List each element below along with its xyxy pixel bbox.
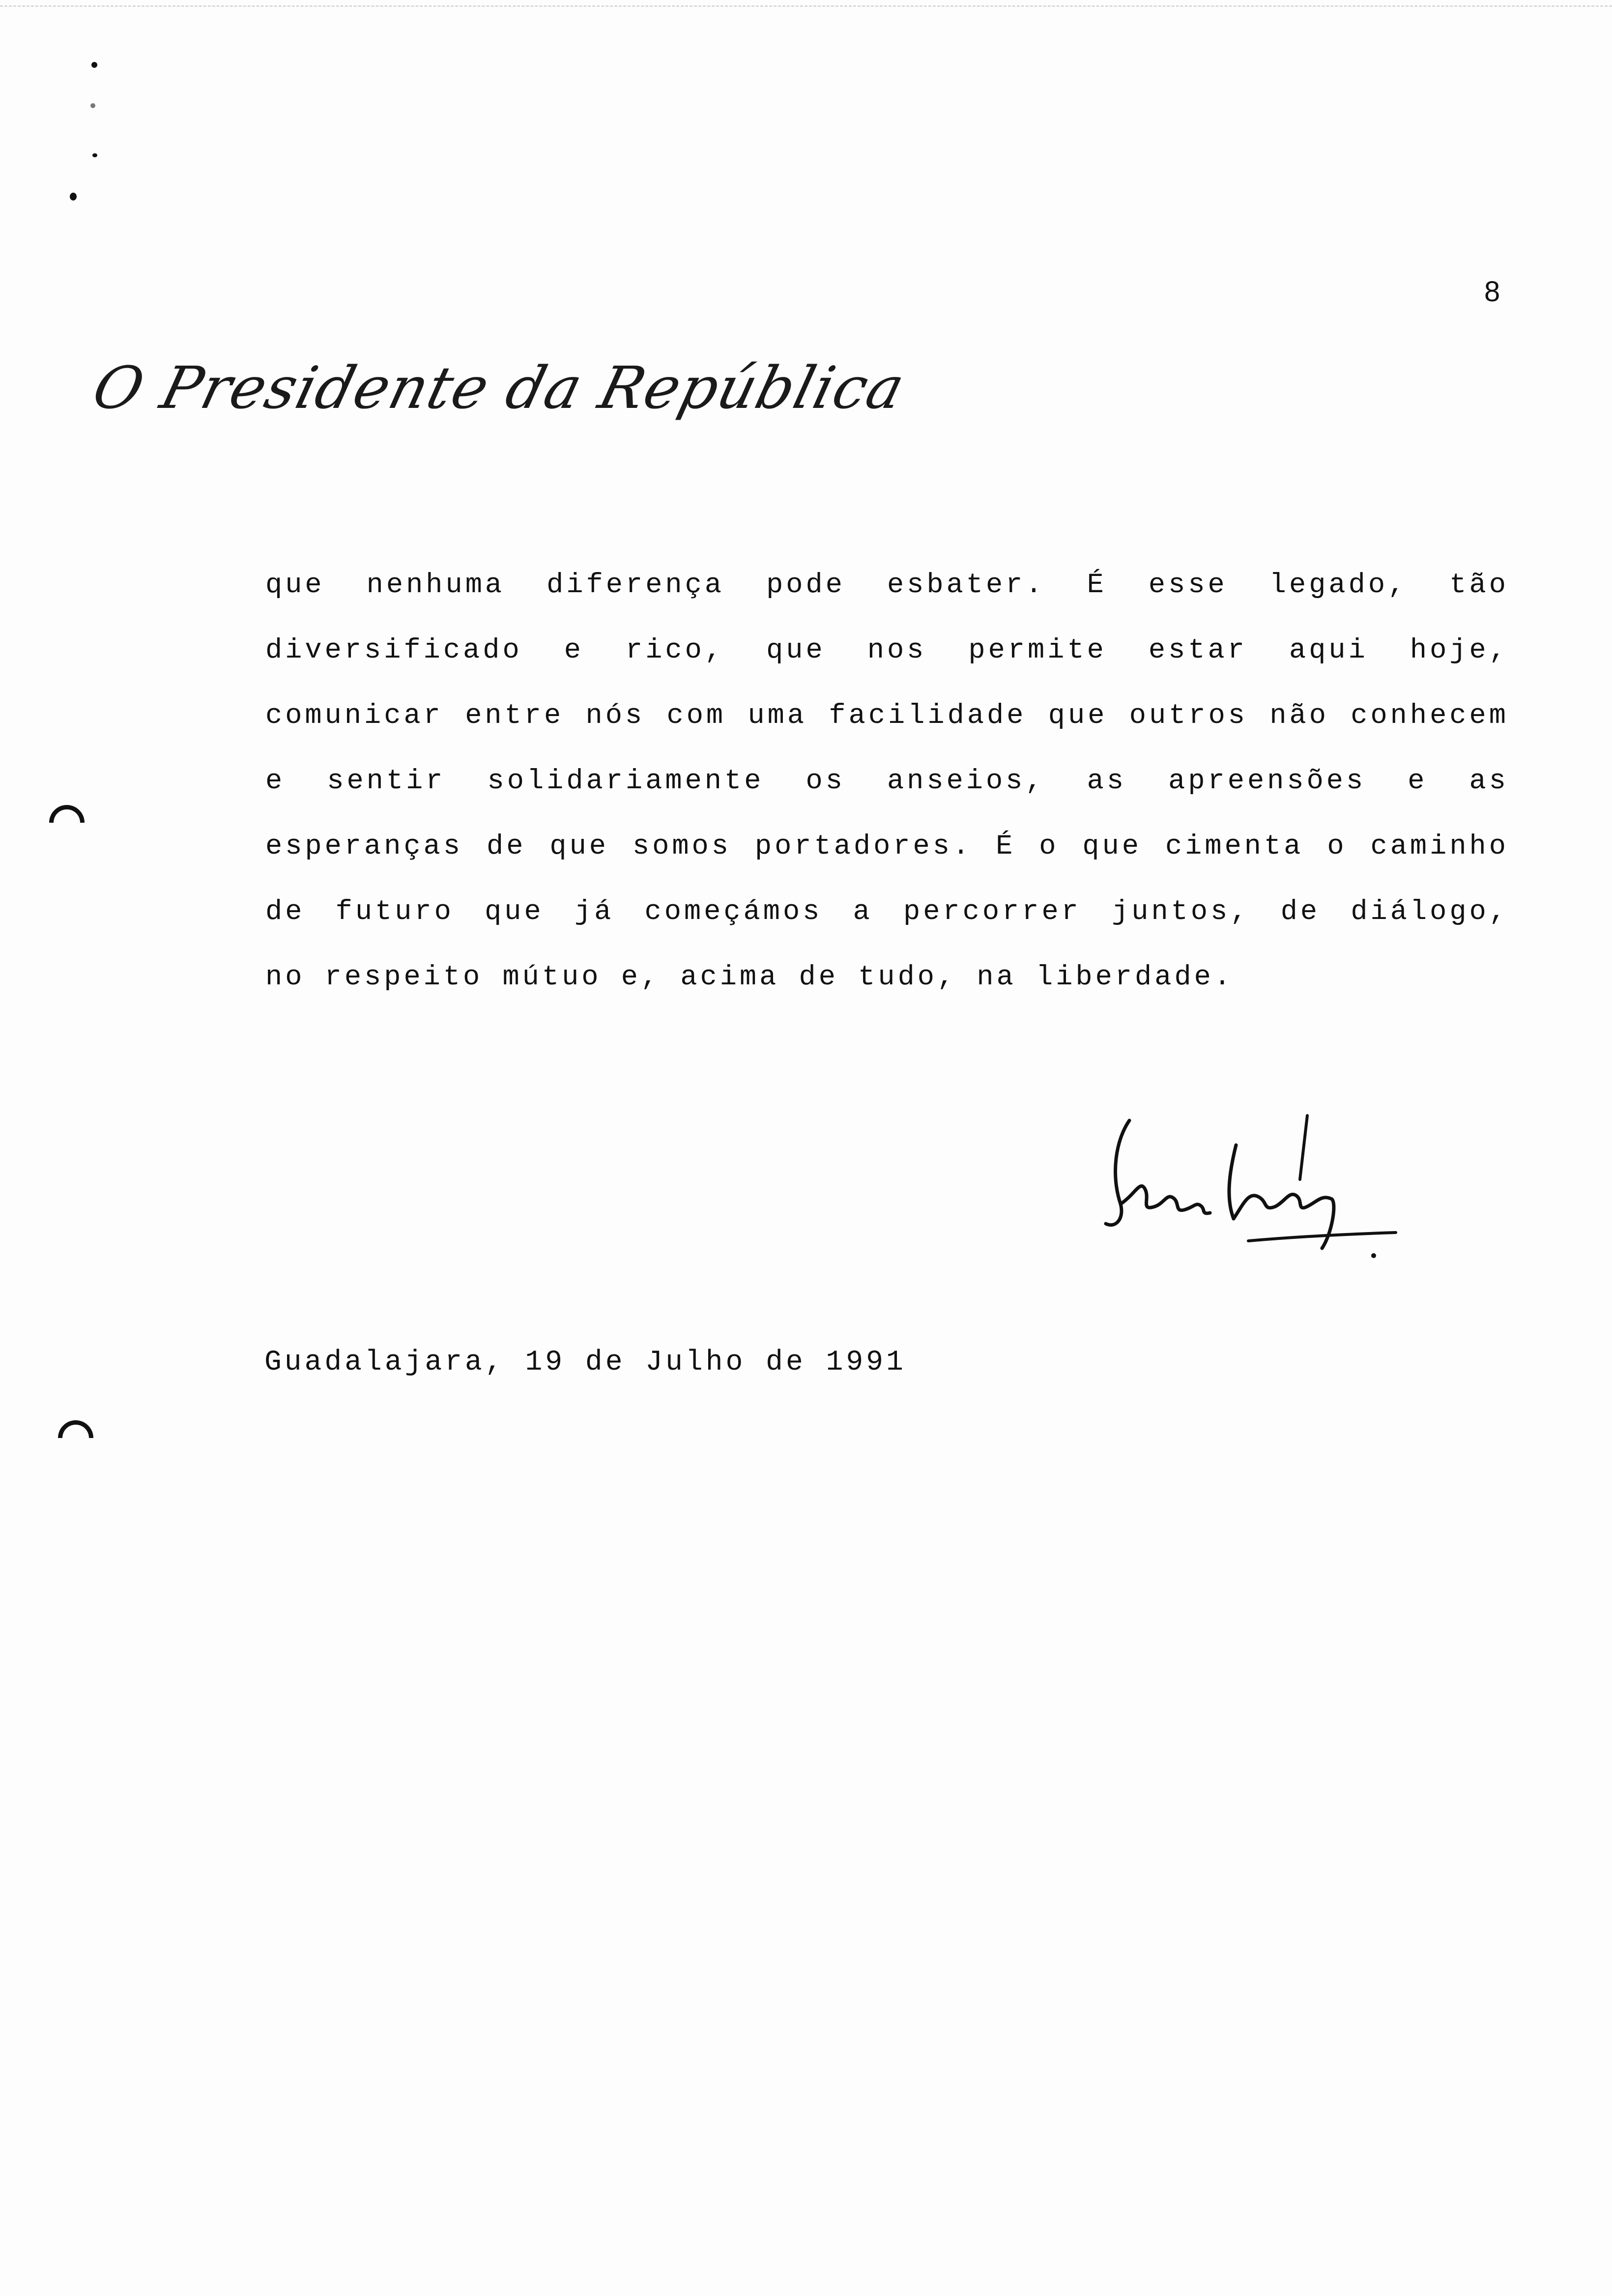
body-word: percorrer xyxy=(903,896,1081,928)
margin-dot xyxy=(70,193,77,201)
body-word: uma xyxy=(748,700,807,732)
body-word: o xyxy=(1039,831,1059,862)
punch-hole xyxy=(51,1413,101,1463)
body-line xyxy=(265,684,1509,749)
body-word: facilidade xyxy=(829,700,1027,732)
body-line xyxy=(265,618,1509,684)
body-word: as xyxy=(1469,766,1509,797)
body-word: esse xyxy=(1148,570,1228,601)
signature xyxy=(1101,1106,1415,1273)
body-word: somos xyxy=(632,831,731,862)
body-word: começámos xyxy=(644,896,823,928)
body-word: rico, xyxy=(626,635,725,666)
body-line xyxy=(265,553,1509,618)
body-word: que xyxy=(265,570,325,601)
signature-stroke xyxy=(1229,1145,1334,1248)
margin-dot xyxy=(92,153,97,157)
body-word: esbater. xyxy=(887,570,1045,601)
body-word: tão xyxy=(1449,570,1509,601)
body-word: que xyxy=(485,896,544,928)
body-word: a xyxy=(853,896,873,928)
body-word: nenhuma xyxy=(366,570,505,601)
body-word: que xyxy=(1082,831,1142,862)
body-word: nós xyxy=(585,700,645,732)
body-word: solidariamente xyxy=(487,766,764,797)
body-line xyxy=(265,880,1509,945)
body-word: as xyxy=(1087,766,1127,797)
body-word: apreensões xyxy=(1168,766,1366,797)
margin-dot xyxy=(90,103,95,108)
body-word: diferença xyxy=(547,570,725,601)
body-word: e xyxy=(564,635,584,666)
body-word: caminho xyxy=(1370,831,1509,862)
body-word: sentir xyxy=(327,766,446,797)
body-word: e xyxy=(1408,766,1428,797)
body-word: de xyxy=(265,896,305,928)
page-number: 8 xyxy=(1484,276,1500,308)
scan-top-edge xyxy=(0,0,1612,7)
place-and-date: Guadalajara, 19 de Julho de 1991 xyxy=(264,1347,906,1378)
body-word: outros xyxy=(1129,700,1248,732)
body-word: permite xyxy=(968,635,1107,666)
body-word: juntos, xyxy=(1112,896,1250,928)
letterhead-title: O Presidente da República xyxy=(86,354,912,422)
body-word: que xyxy=(766,635,826,666)
body-word: portadores. xyxy=(754,831,973,862)
body-word: nos xyxy=(867,635,927,666)
body-word: anseios, xyxy=(887,766,1045,797)
body-word: de xyxy=(487,831,526,862)
body-line: no respeito mútuo e, acima de tudo, na liberdade. xyxy=(265,962,1234,993)
body-word: cimenta xyxy=(1165,831,1304,862)
body-word: hoje, xyxy=(1410,635,1509,666)
body-line xyxy=(265,749,1509,814)
signature-dot xyxy=(1371,1253,1376,1258)
body-word: diversificado xyxy=(265,635,522,666)
body-word: esperanças xyxy=(265,831,463,862)
body-word: de xyxy=(1280,896,1321,928)
signature-underline xyxy=(1248,1233,1396,1241)
body-word: não xyxy=(1269,700,1329,732)
body-word: futuro xyxy=(335,896,454,928)
body-word: comunicar xyxy=(265,700,443,732)
body-word: pode xyxy=(766,570,845,601)
body-word: entre xyxy=(465,700,564,732)
body-word: com xyxy=(666,700,726,732)
signature-stroke xyxy=(1106,1120,1210,1225)
body-word: e xyxy=(265,766,286,797)
body-word: que xyxy=(549,831,609,862)
body-line xyxy=(265,814,1509,880)
body-word: conhecem xyxy=(1351,700,1509,732)
body-word: É xyxy=(1087,570,1107,601)
body-word: o xyxy=(1327,831,1347,862)
body-word: É xyxy=(996,831,1016,862)
body-word: diálogo, xyxy=(1351,896,1509,928)
letterhead xyxy=(86,339,912,437)
signature-stroke xyxy=(1300,1116,1307,1179)
body-word: os xyxy=(806,766,845,797)
punch-hole xyxy=(42,798,92,848)
body-word: estar xyxy=(1148,635,1247,666)
body-word: aqui xyxy=(1289,635,1368,666)
body-word: legado, xyxy=(1269,570,1408,601)
margin-dot xyxy=(91,62,97,68)
body-text xyxy=(265,553,1509,1010)
body-word: que xyxy=(1048,700,1108,732)
body-word: já xyxy=(574,896,614,928)
